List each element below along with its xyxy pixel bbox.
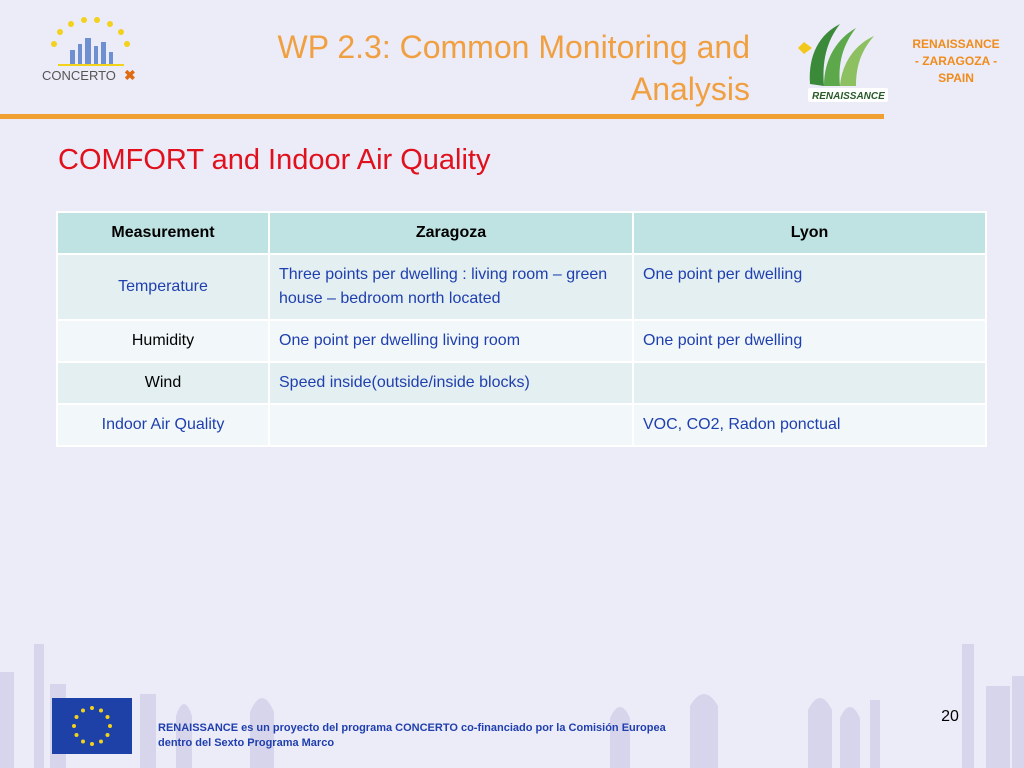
slide-title [180, 26, 750, 110]
measurement-table [56, 211, 987, 447]
cell-zaragoza: Speed inside(outside/inside blocks) [269, 362, 633, 404]
table-row [57, 362, 986, 404]
renaissance-logo [790, 14, 900, 106]
cell-measurement: Temperature [57, 254, 269, 320]
concerto-logo [34, 14, 146, 94]
svg-text:RENAISSANCE: RENAISSANCE [812, 91, 885, 102]
header-divider [0, 114, 884, 119]
cell-zaragoza [269, 404, 633, 446]
cell-lyon: VOC, CO2, Radon ponctual [633, 404, 986, 446]
svg-text:CONCERTO: CONCERTO [42, 68, 116, 83]
cell-measurement: Wind [57, 362, 269, 404]
cell-measurement: Indoor Air Quality [57, 404, 269, 446]
cell-lyon: One point per dwelling [633, 320, 986, 362]
leaf-swoosh-icon [798, 24, 874, 86]
cell-zaragoza: One point per dwelling living room [269, 320, 633, 362]
cell-lyon [633, 362, 986, 404]
table-header-row [57, 212, 986, 254]
table-row [57, 254, 986, 320]
title-line-1: WP 2.3: Common Monitoring and [277, 29, 750, 65]
cell-lyon: One point per dwelling [633, 254, 986, 320]
region-line-1: RENAISSANCE [912, 37, 1000, 51]
eu-flag-icon [52, 698, 132, 754]
header-zaragoza: Zaragoza [269, 212, 633, 254]
page-number: 20 [941, 708, 959, 725]
table-row [57, 320, 986, 362]
city-skyline-icon [70, 38, 113, 66]
header-region-label [898, 36, 1014, 87]
header-measurement: Measurement [57, 212, 269, 254]
slide-subtitle: COMFORT and Indoor Air Quality [58, 144, 491, 176]
svg-text:✖: ✖ [124, 67, 136, 83]
title-line-2: Analysis [630, 71, 750, 107]
footer-line-2: dentro del Sexto Programa Marco [158, 737, 335, 749]
header-lyon: Lyon [633, 212, 986, 254]
table-row [57, 404, 986, 446]
footer-text [158, 721, 778, 751]
cell-measurement: Humidity [57, 320, 269, 362]
cell-zaragoza: Three points per dwelling : living room – green house – bedroom north located [269, 254, 633, 320]
region-line-2: - ZARAGOZA - [914, 54, 998, 68]
footer-line-1: RENAISSANCE es un proyecto del programa CONCERTO co-financiado por la Comisión Europea [158, 722, 666, 734]
region-line-3: SPAIN [938, 71, 974, 85]
